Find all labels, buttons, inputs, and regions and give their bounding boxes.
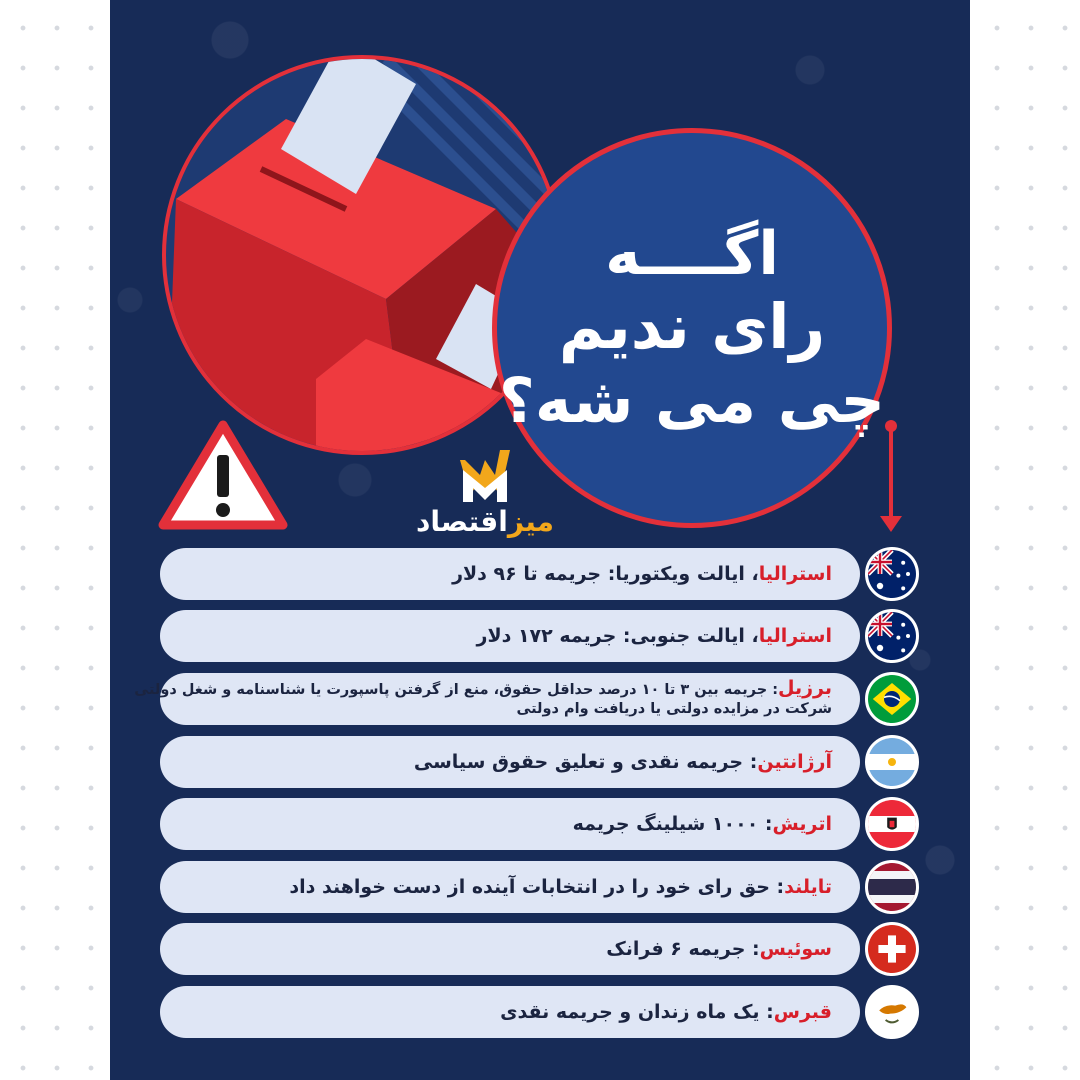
row-text-continued: شرکت در مزایده دولتی یا دریافت وام دولتی [516, 701, 832, 717]
country-name: استرالیا [758, 563, 832, 585]
title-line-3: چی می شه؟ [498, 364, 886, 437]
warning-icon [158, 420, 288, 530]
title-line-1: اگــــه [605, 218, 779, 289]
australia-flag-icon [865, 547, 919, 601]
list-item [160, 923, 860, 975]
country-name: سوئیس [759, 938, 832, 960]
country-name: قبرس [773, 1001, 832, 1023]
left-pattern-border [0, 0, 110, 1080]
brand-main-word: اقتصاد [415, 505, 508, 538]
row-text [414, 751, 832, 773]
row-pill [160, 610, 860, 662]
row-pill [160, 736, 860, 788]
country-separator: : [767, 682, 778, 698]
cyprus-flag-icon [865, 985, 919, 1039]
thailand-flag-icon [865, 860, 919, 914]
row-text [452, 563, 832, 585]
country-name: آرژانتین [757, 751, 832, 773]
brand-accent-word: میز [507, 505, 555, 538]
brazil-flag-icon [865, 672, 919, 726]
country-detail: : جریمه نقدی و تعلیق حقوق سیاسی [413, 751, 758, 773]
country-name: اتریش [772, 813, 832, 835]
list-item [160, 610, 860, 662]
country-detail: : ۱۰۰۰ شیلینگ جریمه [572, 813, 773, 835]
country-name: استرالیا [758, 625, 832, 647]
row-text [134, 679, 832, 700]
row-pill [160, 923, 860, 975]
row-text [477, 625, 833, 647]
austria-flag-icon [865, 797, 919, 851]
row-text [289, 876, 832, 898]
list-item [160, 736, 860, 788]
row-text [606, 938, 832, 960]
country-detail: ، ایالت جنوبی: جریمه ۱۷۲ دلار [476, 625, 759, 647]
list-item [160, 548, 860, 600]
argentina-flag-icon [865, 735, 919, 789]
list-item [160, 861, 860, 913]
country-detail: ، ایالت ویکتوریا: جریمه تا ۹۶ دلار [452, 563, 759, 585]
brand-logo-text [405, 505, 565, 538]
connector-line [889, 428, 893, 520]
row-pill [160, 986, 860, 1038]
row-text [500, 1001, 832, 1023]
switzerland-flag-icon [865, 922, 919, 976]
title-line-2: رای ندیم [558, 289, 826, 363]
row-pill [134, 673, 860, 725]
arrow-down-icon [880, 516, 902, 532]
list-item [160, 986, 860, 1038]
row-pill [160, 861, 860, 913]
row-pill [160, 548, 860, 600]
list-item [134, 673, 860, 725]
country-detail: جریمه بین ۳ تا ۱۰ درصد حداقل حقوق، منع از گرفتن پاسپورت یا شناسنامه و شغل دولتی [134, 682, 768, 698]
country-name: برزیل [778, 677, 832, 699]
country-detail: : حق رای خود را در انتخابات آینده از دست خواهند داد [289, 876, 785, 898]
australia-flag-icon [865, 609, 919, 663]
country-detail: : یک ماه زندان و جریمه نقدی [500, 1001, 774, 1023]
right-pattern-border [970, 0, 1080, 1080]
country-name: تایلند [784, 876, 832, 898]
country-detail: : جریمه ۶ فرانک [606, 938, 760, 960]
row-pill [160, 798, 860, 850]
list-item [160, 798, 860, 850]
row-text [573, 813, 832, 835]
